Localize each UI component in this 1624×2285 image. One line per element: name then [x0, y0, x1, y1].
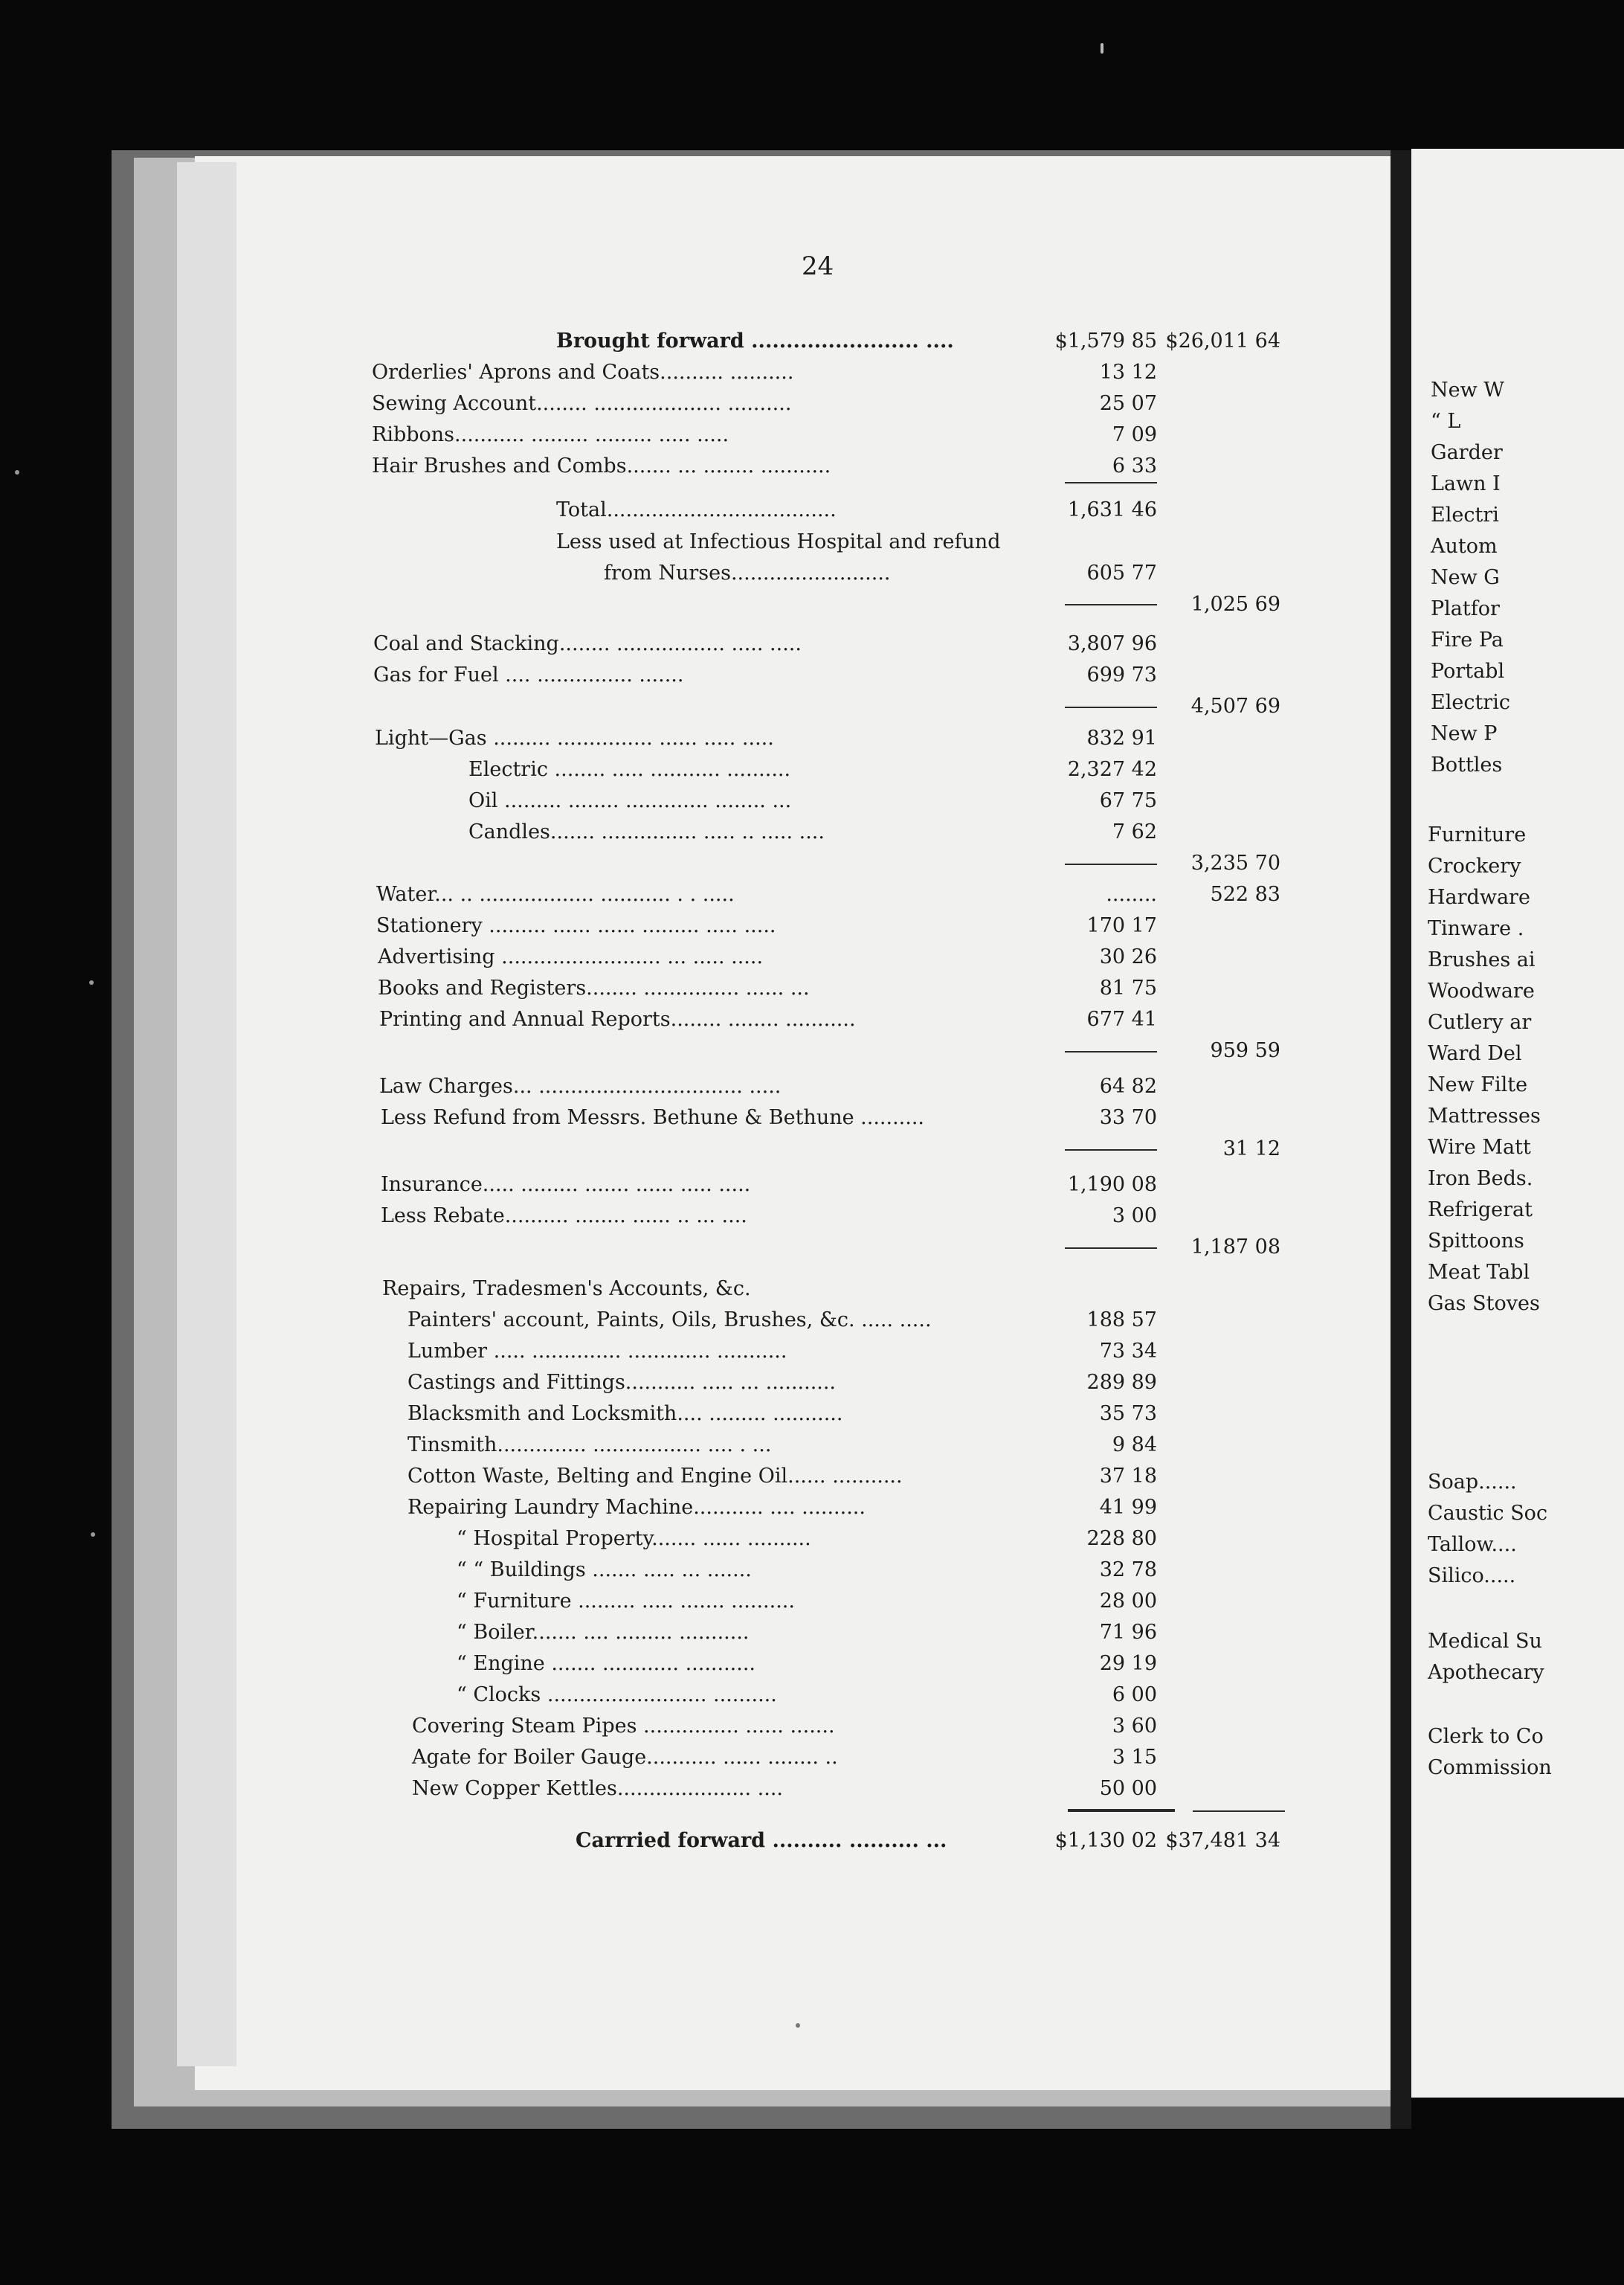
item-amount: 37 18: [1099, 1465, 1157, 1488]
right-page-line: Wire Matt: [1428, 1136, 1531, 1159]
item-amount: 7 09: [1112, 423, 1157, 446]
ledger-label: Total....................................: [556, 498, 837, 521]
ledger-row: [0, 589, 1624, 620]
right-page-line: New Filte: [1428, 1073, 1528, 1096]
right-page-line: Mattresses: [1428, 1105, 1541, 1128]
ledger-row: [0, 1232, 1624, 1263]
ledger-label: from Nurses.........................: [604, 562, 891, 585]
ledger-label: Cotton Waste, Belting and Engine Oil...... ...........: [407, 1465, 903, 1488]
item-amount: 228 80: [1086, 1527, 1157, 1550]
ledger-label: Tinsmith.............. ................. .... . ...: [407, 1433, 772, 1456]
dust-mark: [1101, 43, 1103, 54]
item-amount: 25 07: [1099, 392, 1157, 415]
ledger-label: Gas for Fuel .... ............... .......: [373, 663, 684, 687]
ledger-label: Water... .. .................. ........... . . .....: [376, 883, 735, 906]
subtotal-rule: [1065, 864, 1157, 865]
ledger-row: [0, 357, 1624, 388]
ledger-row: [0, 629, 1624, 660]
ledger-label: Carrried forward .......... .......... ...: [576, 1829, 947, 1852]
ledger-row: [0, 1430, 1624, 1461]
item-amount: 1,190 08: [1067, 1173, 1157, 1196]
ledger-row: [0, 910, 1624, 942]
ledger-label: Less used at Infectious Hospital and refund: [556, 530, 1001, 553]
right-page-line: Iron Beds.: [1428, 1167, 1533, 1190]
ledger-label: New Copper Kettles..................... ....: [412, 1777, 783, 1800]
right-page-line: “ L: [1431, 410, 1461, 433]
ledger-label: Stationery ......... ...... ...... ......... ..... .....: [376, 914, 776, 937]
right-page-line: Clerk to Co: [1428, 1725, 1544, 1748]
ledger-row: [0, 1169, 1624, 1201]
right-page-line: Cutlery ar: [1428, 1011, 1532, 1034]
right-page-line: Tinware .: [1428, 917, 1524, 940]
ledger-row: [0, 558, 1624, 589]
ledger-row: [0, 1617, 1624, 1648]
ledger-row: [0, 1461, 1624, 1492]
item-amount: 699 73: [1086, 663, 1157, 687]
item-amount: 64 82: [1099, 1075, 1157, 1098]
item-amount: $1,579 85: [1054, 330, 1157, 353]
subtotal-amount: 31 12: [1222, 1137, 1280, 1160]
right-page-line: New G: [1431, 566, 1500, 589]
right-page-line: Tallow....: [1428, 1533, 1517, 1556]
ledger-label: Brought forward ........................ ....: [556, 330, 954, 353]
ledger-label: Ribbons........... ......... ......... ..... .....: [372, 423, 729, 446]
item-amount: 832 91: [1086, 727, 1157, 750]
ledger-row: [0, 1273, 1624, 1305]
ledger-row: [0, 420, 1624, 451]
ledger-row: [0, 1711, 1624, 1742]
subtotal-rule: [1065, 604, 1157, 605]
item-amount: 41 99: [1099, 1496, 1157, 1519]
ledger-row: [0, 1102, 1624, 1134]
right-page-line: Spittoons: [1428, 1230, 1524, 1253]
subtotal-rule: [1065, 1149, 1157, 1151]
right-page-line: Caustic Soc: [1428, 1502, 1548, 1525]
ledger-label: Less Rebate.......... ........ ...... .. ... ....: [381, 1204, 747, 1227]
ledger-row: [0, 1523, 1624, 1555]
ledger-label: Printing and Annual Reports........ ........ ...........: [379, 1008, 856, 1031]
item-amount: 7 62: [1112, 820, 1157, 843]
ledger-row: [0, 879, 1624, 910]
ledger-row: [0, 817, 1624, 848]
ledger-row: [0, 754, 1624, 785]
ledger-label: Orderlies' Aprons and Coats.......... ..........: [372, 361, 794, 384]
item-amount: 2,327 42: [1067, 758, 1157, 781]
ledger-row: [0, 1680, 1624, 1711]
ledger-row: [0, 1201, 1624, 1232]
item-amount: 50 00: [1099, 1777, 1157, 1800]
item-amount: 13 12: [1099, 361, 1157, 384]
ledger-row: [0, 1134, 1624, 1165]
ledger-row: [0, 1367, 1624, 1398]
subtotal-amount: 3,235 70: [1190, 852, 1280, 875]
right-page-line: Gas Stoves: [1428, 1292, 1540, 1315]
subtotal-rule: [1065, 707, 1157, 708]
subtotal-rule: [1065, 1051, 1157, 1052]
ledger-row: [0, 326, 1624, 357]
subtotal-amount: 959 59: [1210, 1039, 1280, 1062]
item-amount: 170 17: [1086, 914, 1157, 937]
item-amount: 32 78: [1099, 1558, 1157, 1581]
right-page-line: Portabl: [1431, 660, 1505, 683]
ledger-row: [0, 1492, 1624, 1523]
ledger-row: [0, 723, 1624, 754]
ledger-row: [0, 1555, 1624, 1586]
total-rule: [1068, 1809, 1175, 1812]
right-page-line: Ward Del: [1428, 1042, 1522, 1065]
ledger-label: Coal and Stacking........ ................. ..... .....: [373, 632, 802, 655]
ledger-row: [0, 1648, 1624, 1680]
subtotal-amount: 522 83: [1210, 883, 1280, 906]
ledger-row: [0, 785, 1624, 817]
right-page-line: Garder: [1431, 441, 1503, 464]
item-amount: $1,130 02: [1054, 1829, 1157, 1852]
ledger-row: [0, 1825, 1624, 1857]
right-page-line: Electri: [1431, 504, 1499, 527]
item-amount: 28 00: [1099, 1590, 1157, 1613]
subtotal-amount: $26,011 64: [1165, 330, 1280, 353]
subtotal-amount: 4,507 69: [1190, 695, 1280, 718]
ledger-label: Advertising ......................... ... ..... .....: [378, 945, 764, 968]
ledger-label: “ Engine ....... ............ ...........: [457, 1652, 755, 1675]
ledger-row: [0, 1004, 1624, 1035]
item-amount: ........: [1106, 883, 1157, 906]
ledger-row: [0, 1035, 1624, 1067]
subtotal-amount: 1,187 08: [1190, 1235, 1280, 1259]
item-amount: 188 57: [1086, 1308, 1157, 1331]
ledger-row: [0, 1305, 1624, 1336]
right-page-line: Soap......: [1428, 1471, 1517, 1494]
ledger-label: Light—Gas ......... ............... ...... ..... .....: [375, 727, 774, 750]
ledger-row: [0, 691, 1624, 722]
ledger-row: [0, 1773, 1624, 1804]
item-amount: 35 73: [1099, 1402, 1157, 1425]
ledger-label: Castings and Fittings........... ..... ... ...........: [407, 1371, 837, 1394]
ledger-label: “ “ Buildings ....... ..... ... .......: [457, 1558, 752, 1581]
right-page-line: Apothecary: [1428, 1661, 1544, 1684]
dust-mark: [796, 2023, 800, 2028]
subtotal-rule: [1065, 1247, 1157, 1249]
ledger-label: Agate for Boiler Gauge........... ...... ........ ..: [412, 1746, 838, 1769]
ledger-row: [0, 527, 1624, 558]
ledger-label: Oil ......... ........ ............. ........ ...: [468, 789, 792, 812]
right-page-line: New W: [1431, 379, 1505, 402]
ledger-row: [0, 495, 1624, 526]
ledger-label: Repairs, Tradesmen's Accounts, &c.: [382, 1277, 751, 1300]
item-amount: 677 41: [1086, 1008, 1157, 1031]
ledger-row: [0, 1586, 1624, 1617]
right-page-line: New P: [1431, 722, 1498, 745]
ledger-label: Covering Steam Pipes ............... ...... .......: [412, 1714, 835, 1738]
right-page-line: Platfor: [1431, 597, 1500, 620]
right-page-line: Brushes ai: [1428, 948, 1536, 971]
ledger-label: Electric ........ ..... ........... ..........: [468, 758, 791, 781]
ledger-label: Candles....... ............... ..... .. ..... ....: [468, 820, 825, 843]
ledger-row: [0, 848, 1624, 879]
item-amount: 3,807 96: [1067, 632, 1157, 655]
item-amount: 1,631 46: [1067, 498, 1157, 521]
ledger-row: [0, 1742, 1624, 1773]
ledger-label: Law Charges... ................................ .....: [379, 1075, 782, 1098]
right-page-line: Hardware: [1428, 886, 1530, 909]
ledger-label: Less Refund from Messrs. Bethune & Bethune ..........: [381, 1106, 924, 1129]
ledger-label: Painters' account, Paints, Oils, Brushes, &c. ..... .....: [407, 1308, 932, 1331]
subtotal-amount: 1,025 69: [1190, 593, 1280, 616]
item-amount: 3 15: [1112, 1746, 1157, 1769]
ledger-label: Lumber ..... .............. ............. ...........: [407, 1340, 787, 1363]
ledger-label: “ Furniture ......... ..... ....... ..........: [457, 1590, 795, 1613]
right-page-line: Electric: [1431, 691, 1510, 714]
ledger-label: “ Clocks ......................... ..........: [457, 1683, 777, 1706]
item-amount: 289 89: [1086, 1371, 1157, 1394]
right-page-line: Fire Pa: [1431, 629, 1504, 652]
ledger-label: “ Hospital Property....... ...... ..........: [457, 1527, 811, 1550]
right-page-line: Refrigerat: [1428, 1198, 1533, 1221]
item-amount: 9 84: [1112, 1433, 1157, 1456]
page-number: 24: [802, 251, 834, 281]
item-amount: 605 77: [1086, 562, 1157, 585]
ledger-label: Insurance..... ......... ....... ...... ..... .....: [381, 1173, 751, 1196]
item-amount: 30 26: [1099, 945, 1157, 968]
item-amount: 71 96: [1099, 1621, 1157, 1644]
item-amount: 6 00: [1112, 1683, 1157, 1706]
ledger-row: [0, 973, 1624, 1004]
total-rule: [1193, 1810, 1285, 1812]
item-amount: 6 33: [1112, 454, 1157, 478]
item-amount: 33 70: [1099, 1106, 1157, 1129]
item-amount: 29 19: [1099, 1652, 1157, 1675]
item-amount: 3 00: [1112, 1204, 1157, 1227]
right-page-line: Woodware: [1428, 980, 1535, 1003]
right-page-line: Lawn I: [1431, 472, 1501, 495]
right-page-line: Meat Tabl: [1428, 1261, 1530, 1284]
ledger-label: Books and Registers........ ............... ...... ...: [378, 977, 810, 1000]
ledger-label: Repairing Laundry Machine........... .... ..........: [407, 1496, 866, 1519]
right-page-line: Furniture: [1428, 823, 1527, 846]
ledger-label: Sewing Account........ .................... ..........: [372, 392, 792, 415]
right-page-line: Autom: [1431, 535, 1498, 558]
ledger-row: [0, 1071, 1624, 1102]
item-amount: 67 75: [1099, 789, 1157, 812]
right-page-line: Bottles: [1431, 753, 1503, 777]
right-page-line: Crockery: [1428, 855, 1521, 878]
ledger-row: [0, 451, 1624, 482]
subtotal-rule: [1065, 482, 1157, 483]
item-amount: 3 60: [1112, 1714, 1157, 1738]
ledger-row: [0, 942, 1624, 973]
right-page-line: Silico.....: [1428, 1564, 1516, 1587]
item-amount: 81 75: [1099, 977, 1157, 1000]
ledger-label: “ Boiler....... .... ......... ...........: [457, 1621, 750, 1644]
right-page-line: Commission: [1428, 1756, 1552, 1779]
ledger-label: Blacksmith and Locksmith.... ......... ...........: [407, 1402, 843, 1425]
right-page-line: Medical Su: [1428, 1630, 1542, 1653]
item-amount: 73 34: [1099, 1340, 1157, 1363]
ledger-row: [0, 1336, 1624, 1367]
ledger-label: Hair Brushes and Combs....... ... ........ ...........: [372, 454, 831, 478]
ledger-row: [0, 388, 1624, 420]
subtotal-amount: $37,481 34: [1165, 1829, 1280, 1852]
ledger-row: [0, 1398, 1624, 1430]
ledger-row: [0, 660, 1624, 691]
